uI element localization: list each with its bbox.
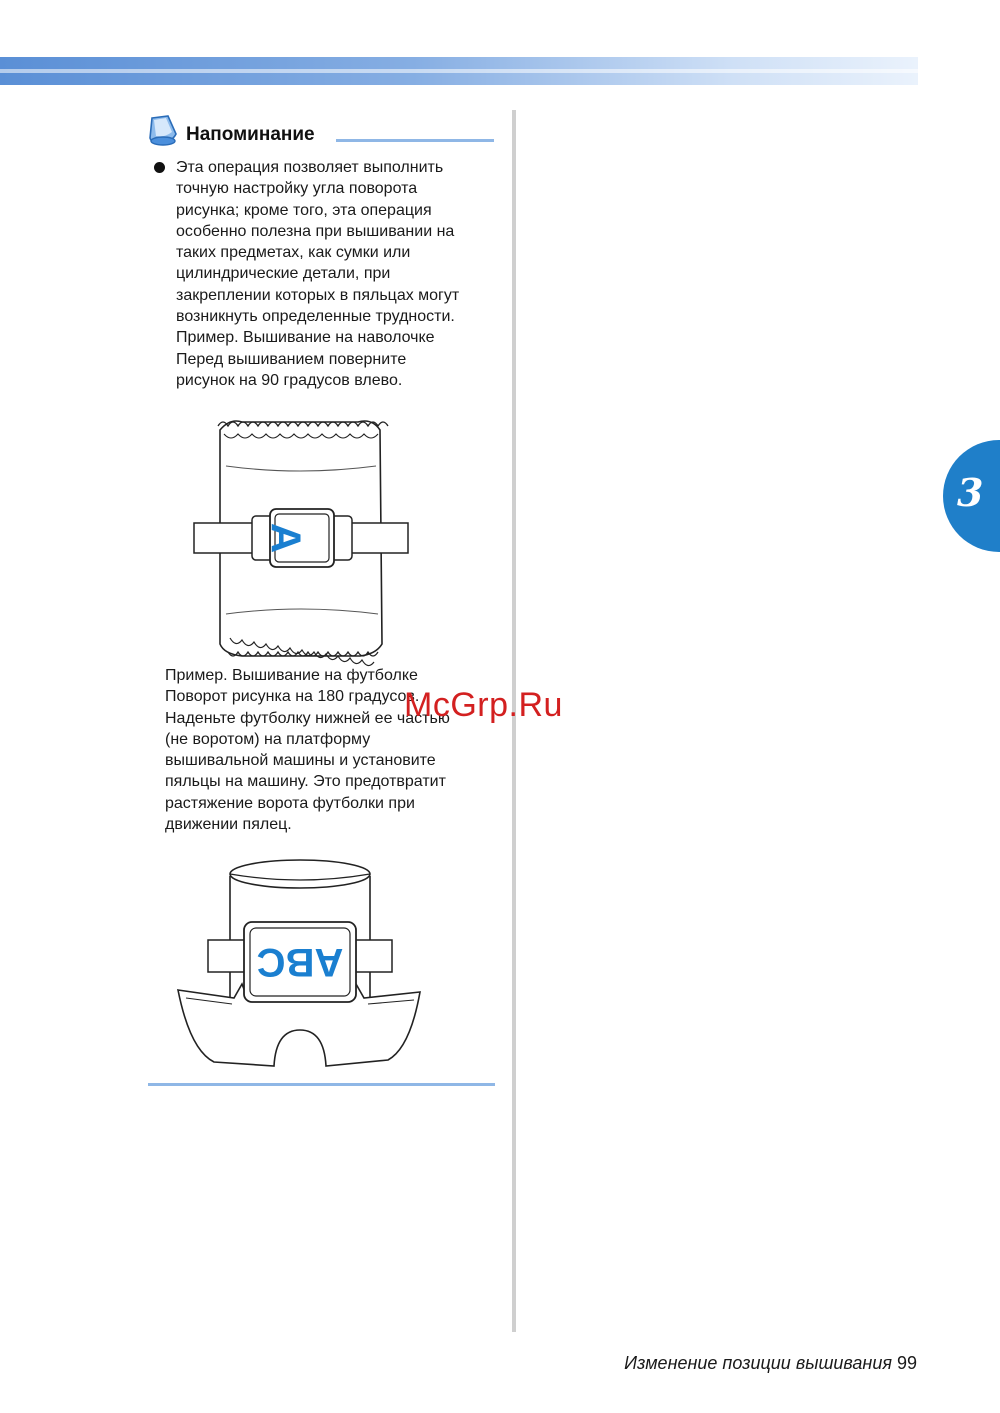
note-title: Напоминание bbox=[186, 124, 315, 145]
tshirt-letters: ABC bbox=[256, 940, 344, 984]
header-band-stripe bbox=[0, 69, 918, 73]
page-footer bbox=[624, 1353, 917, 1374]
watermark-text: McGrp.Ru bbox=[404, 686, 563, 724]
note-paragraph-1: Эта операция позволяет выполнить точную настройку угла поворота рисунка; кроме того, эта операция особенно полезна при вышивании на таких предметах, как сумки или цилиндрические детали, при закреплении которых в пяльцах могут возникнуть определенные трудности. Пример. Вышивание на наволочке Перед вышиванием поверните рисунок на 90 градусов влево. bbox=[176, 159, 460, 389]
note-bottom-rule bbox=[148, 1083, 495, 1086]
pillowcase-letter: A bbox=[262, 522, 310, 554]
chapter-tab bbox=[943, 440, 1000, 552]
note-paragraph-2: Пример. Вышивание на футболке Поворот рисунка на 180 градусов. Наденьте футболку нижней ее частью (не воротом) на платформу вышивальной машины и установите пяльцы на машину. Это предотвратит растяжение ворота футболки при движении пялец. bbox=[165, 667, 450, 834]
note-header bbox=[146, 114, 496, 150]
note-title-rule bbox=[336, 139, 494, 142]
chapter-number: 3 bbox=[957, 470, 984, 515]
memo-icon bbox=[146, 114, 182, 148]
tshirt-illustration bbox=[174, 852, 424, 1070]
header-gradient-band bbox=[0, 57, 918, 85]
footer-title: Изменение позиции вышивания bbox=[624, 1353, 892, 1373]
page-number: 99 bbox=[896, 1353, 917, 1373]
bullet-dot bbox=[154, 162, 165, 173]
pillowcase-illustration bbox=[190, 408, 414, 670]
